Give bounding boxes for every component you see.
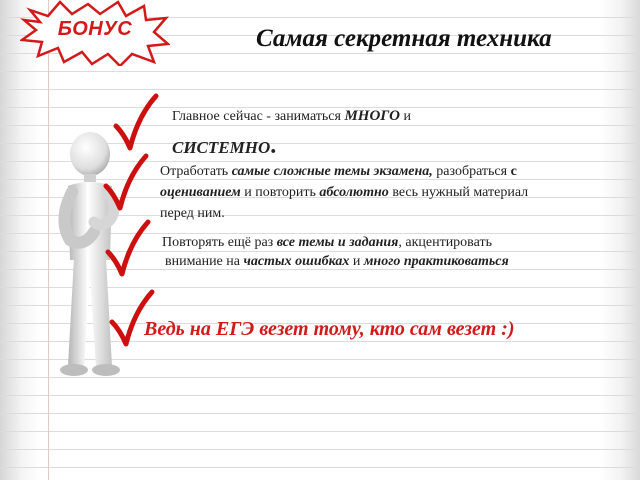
text-line: Отработать самые сложные темы экзамена, разобраться с [160,164,517,179]
text-line: перед ним. [160,206,225,221]
check-mark-icon [104,218,152,280]
margin-line [48,0,49,480]
text-line: Повторять ещё раз все темы и задания, акцентировать [162,235,492,250]
text-line: СИСТЕМНО. [172,133,277,159]
bonus-badge-label: БОНУС [57,18,133,40]
text-line: Главное сейчас - заниматься МНОГО и [172,108,411,124]
closing-slogan: Ведь на ЕГЭ везет тому, кто сам везет :) [144,318,515,340]
text-line: внимание на частых ошибках и много практиковаться [165,254,509,269]
check-mark-icon [112,92,160,154]
page-title: Самая секретная техника [256,25,552,52]
check-mark-icon [102,152,150,214]
text-line: оцениванием и повторить абсолютно весь нужный материал [160,185,529,200]
